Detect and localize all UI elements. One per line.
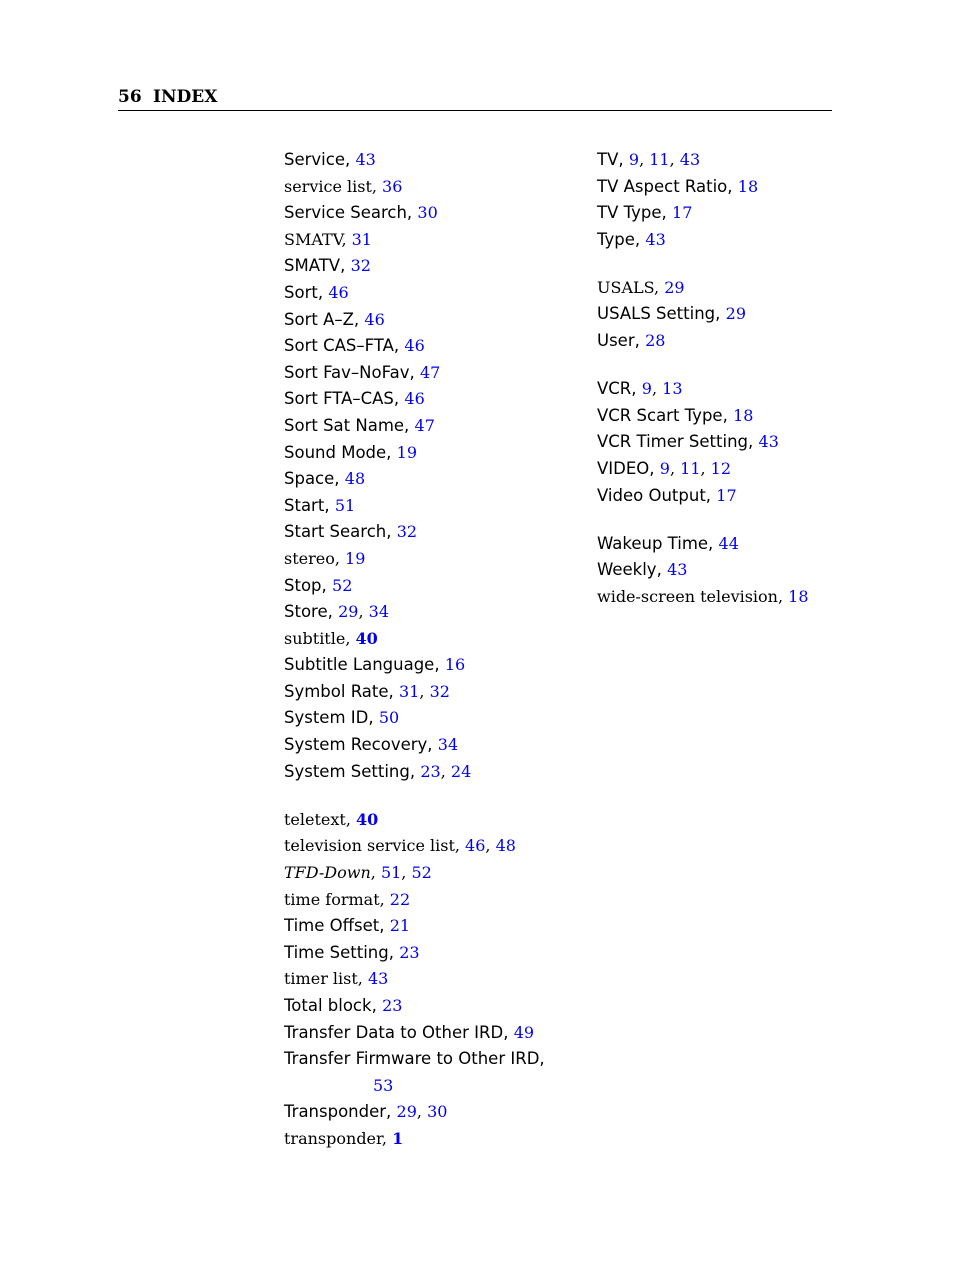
separator: , <box>358 602 369 622</box>
index-term: System ID <box>284 708 369 728</box>
page-link[interactable]: 46 <box>328 282 349 302</box>
index-term: Space <box>284 469 335 489</box>
page-link[interactable]: 46 <box>364 309 385 329</box>
separator: , <box>639 150 650 169</box>
page-link[interactable]: 29 <box>396 1102 417 1122</box>
index-term: Transponder <box>284 1102 387 1122</box>
index-entry <box>284 573 574 600</box>
index-term: Start <box>284 495 325 515</box>
index-term: Total block <box>284 995 372 1015</box>
index-entry <box>284 200 574 227</box>
separator: , <box>631 379 642 399</box>
index-term: Sort Sat Name <box>284 415 405 435</box>
page-link[interactable]: 51 <box>334 495 356 515</box>
index-term: Sort <box>284 282 318 302</box>
index-term: System Recovery <box>284 735 428 755</box>
index-term: Transfer Data to Other IRD <box>284 1022 504 1042</box>
separator: , <box>386 522 397 542</box>
separator: , <box>368 708 379 728</box>
page-link[interactable]: 12 <box>710 458 732 478</box>
separator: , <box>386 1102 397 1122</box>
index-entry <box>284 705 574 732</box>
index-term: Type <box>597 229 635 249</box>
separator: , <box>334 469 345 489</box>
index-term: TFD-Down <box>284 862 371 882</box>
index-term: VCR Scart Type <box>597 405 723 425</box>
index-term: VIDEO <box>597 458 650 478</box>
section-title: INDEX <box>153 87 218 107</box>
index-term: Symbol Rate <box>284 681 389 701</box>
separator: , <box>539 1049 545 1069</box>
page-link[interactable]: 19 <box>396 442 418 462</box>
index-term: service list <box>284 176 372 196</box>
index-entry <box>597 456 897 483</box>
index-entry <box>284 413 574 440</box>
index-entry <box>597 429 897 456</box>
index-entry-continuation <box>284 1073 574 1100</box>
index-entry <box>284 440 574 467</box>
separator: , <box>371 176 383 196</box>
index-term: transponder <box>284 1128 382 1148</box>
separator: , <box>722 405 734 425</box>
page-link[interactable]: 43 <box>355 150 376 169</box>
page-link[interactable]: 22 <box>389 889 411 909</box>
separator: , <box>409 362 420 382</box>
page-link[interactable]: 18 <box>737 176 759 196</box>
page-link[interactable]: 32 <box>350 256 371 276</box>
index-term: television service list <box>284 836 455 856</box>
page-link[interactable]: 43 <box>645 229 666 249</box>
page-link[interactable]: 11 <box>680 458 701 478</box>
separator: , <box>393 336 405 356</box>
page-link[interactable]: 29 <box>664 277 685 297</box>
index-entry <box>284 993 574 1020</box>
index-entry <box>597 147 897 174</box>
page-link[interactable]: 29 <box>338 602 359 622</box>
index-entry <box>284 833 574 860</box>
page-link[interactable]: 13 <box>662 379 683 399</box>
page-link[interactable]: 23 <box>399 942 420 962</box>
index-entry <box>284 333 574 360</box>
letter-group-gap <box>284 785 574 807</box>
index-term: Sort CAS–FTA <box>284 336 394 356</box>
index-term: Service Search <box>284 203 407 223</box>
separator: , <box>370 862 381 882</box>
index-term: VCR Timer Setting <box>597 432 749 452</box>
separator: , <box>340 256 351 276</box>
page-link[interactable]: 46 <box>404 336 425 356</box>
index-entry <box>284 253 574 280</box>
letter-group-gap <box>597 355 897 377</box>
separator: , <box>334 548 346 568</box>
letter-group-gap <box>597 253 897 275</box>
separator: , <box>345 628 356 648</box>
separator: , <box>649 458 660 478</box>
index-entry <box>597 227 897 254</box>
index-term: System Setting <box>284 761 410 781</box>
page-link[interactable]: 32 <box>429 681 450 701</box>
separator: , <box>357 969 368 989</box>
index-entry <box>284 1020 574 1047</box>
page-link[interactable]: 49 <box>513 1022 535 1042</box>
index-entry <box>597 328 897 355</box>
page-link[interactable]: 9 <box>659 458 670 478</box>
index-term: TV <box>597 150 619 169</box>
separator: , <box>416 1102 428 1122</box>
separator: , <box>705 485 717 505</box>
index-entry <box>284 307 574 334</box>
separator: , <box>393 389 405 409</box>
page-link[interactable]: 43 <box>667 560 688 580</box>
page-link[interactable]: 47 <box>414 415 435 435</box>
page-link[interactable]: 11 <box>649 150 670 169</box>
page-link[interactable]: 30 <box>427 1102 448 1122</box>
index-term: stereo <box>284 548 335 568</box>
separator: , <box>406 203 418 223</box>
page-link[interactable]: 16 <box>444 655 466 675</box>
index-entry <box>284 1046 574 1073</box>
separator: , <box>344 150 356 169</box>
index-term: Sort FTA–CAS <box>284 389 394 409</box>
index-entry <box>597 557 897 584</box>
index-term: Sort Fav–NoFav <box>284 362 410 382</box>
index-term: wide-screen television <box>597 586 778 606</box>
separator: , <box>388 681 400 701</box>
page-link[interactable]: 21 <box>389 916 411 936</box>
page-link[interactable]: 31 <box>351 229 372 249</box>
index-term: Time Offset <box>284 916 380 936</box>
page-link[interactable]: 40 <box>355 628 378 648</box>
index-entry <box>284 147 574 174</box>
index-term: Video Output <box>597 485 706 505</box>
page-header <box>118 86 832 111</box>
index-term: Transfer Firmware to Other IRD <box>284 1049 540 1069</box>
index-column-left <box>284 147 574 1152</box>
index-entry <box>597 275 897 302</box>
page-link[interactable]: 40 <box>356 809 379 829</box>
page-link[interactable]: 46 <box>404 389 425 409</box>
page-link[interactable]: 46 <box>465 836 486 856</box>
index-entry <box>284 966 574 993</box>
index-entry <box>284 652 574 679</box>
index-term: Time Setting <box>284 942 389 962</box>
separator: , <box>651 379 663 399</box>
page-link[interactable]: 53 <box>373 1075 394 1095</box>
page-link[interactable]: 48 <box>344 469 366 489</box>
separator: , <box>727 176 738 196</box>
index-entry <box>597 376 897 403</box>
index-term: TV Type <box>597 203 662 223</box>
separator: , <box>371 995 383 1015</box>
index-term: Wakeup Time <box>597 533 709 553</box>
separator: , <box>440 761 451 781</box>
separator: , <box>715 304 726 324</box>
index-entry <box>284 626 574 653</box>
separator: , <box>341 229 352 249</box>
index-entry <box>284 466 574 493</box>
separator: , <box>317 282 329 302</box>
index-entry <box>284 913 574 940</box>
page-link[interactable]: 31 <box>399 681 420 701</box>
index-entry <box>597 403 897 430</box>
index-term: Stop <box>284 575 322 595</box>
separator: , <box>656 560 668 580</box>
separator: , <box>381 1128 393 1148</box>
index-term: timer list <box>284 969 358 989</box>
separator: , <box>654 277 665 297</box>
separator: , <box>634 331 646 351</box>
index-entry <box>284 360 574 387</box>
page-link[interactable]: 48 <box>495 836 516 856</box>
page-link[interactable]: 43 <box>679 150 701 169</box>
page-link[interactable]: 30 <box>417 203 438 223</box>
separator: , <box>618 150 629 169</box>
page-link[interactable]: 23 <box>420 761 441 781</box>
index-entry <box>284 519 574 546</box>
index-term: Subtitle Language <box>284 655 435 675</box>
index-entry <box>597 301 897 328</box>
separator: , <box>345 809 357 829</box>
page-link[interactable]: 36 <box>382 176 403 196</box>
separator: , <box>708 533 719 553</box>
index-entry <box>597 531 897 558</box>
separator: , <box>485 836 496 856</box>
separator: , <box>409 761 421 781</box>
index-column-right <box>597 147 897 610</box>
separator: , <box>324 495 335 515</box>
page-link[interactable]: 19 <box>345 548 366 568</box>
separator: , <box>434 655 445 675</box>
index-entry <box>597 200 897 227</box>
separator: , <box>700 458 711 478</box>
index-entry <box>597 483 897 510</box>
page-link[interactable]: 34 <box>437 735 459 755</box>
index-entry <box>284 887 574 914</box>
page-number: 56 <box>118 87 142 107</box>
page-link[interactable]: 9 <box>628 150 640 169</box>
index-entry <box>284 940 574 967</box>
separator: , <box>353 309 365 329</box>
separator: , <box>748 432 759 452</box>
page-link[interactable]: 29 <box>725 304 746 324</box>
index-entry <box>597 174 897 201</box>
page-link[interactable]: 52 <box>332 575 353 595</box>
page-link[interactable]: 34 <box>368 602 390 622</box>
separator: , <box>503 1022 514 1042</box>
page-link[interactable]: 24 <box>450 761 472 781</box>
separator: , <box>669 458 681 478</box>
index-entry <box>284 759 574 786</box>
page-link[interactable]: 43 <box>367 969 389 989</box>
separator: , <box>777 586 789 606</box>
page-link[interactable]: 52 <box>411 862 432 882</box>
index-term: Sound Mode <box>284 442 387 462</box>
index-entry <box>284 860 574 887</box>
page-link[interactable]: 32 <box>396 522 418 542</box>
page-link[interactable]: 51 <box>380 862 402 882</box>
separator: , <box>661 203 673 223</box>
index-term: SMATV <box>284 256 341 276</box>
index-entry <box>284 174 574 201</box>
separator: , <box>404 415 415 435</box>
page-link[interactable]: 43 <box>758 432 779 452</box>
index-term: teletext <box>284 809 346 829</box>
separator: , <box>401 862 412 882</box>
separator: , <box>386 442 397 462</box>
index-term: Service <box>284 150 345 169</box>
index-term: Sort A–Z <box>284 309 354 329</box>
index-entry <box>284 546 574 573</box>
index-entry <box>284 227 574 254</box>
separator: , <box>388 942 400 962</box>
index-term: User <box>597 331 635 351</box>
separator: , <box>454 836 466 856</box>
index-entry <box>284 599 574 626</box>
page-link[interactable]: 18 <box>733 405 754 425</box>
page-link[interactable]: 28 <box>645 331 666 351</box>
index-entry <box>284 1099 574 1126</box>
index-entry <box>284 386 574 413</box>
page-link[interactable]: 23 <box>382 995 403 1015</box>
index-term: VCR <box>597 379 632 399</box>
page-link[interactable]: 9 <box>641 379 652 399</box>
index-entry <box>597 584 897 611</box>
index-term: SMATV <box>284 229 342 249</box>
index-entry <box>284 1126 574 1153</box>
page-link[interactable]: 17 <box>672 203 693 223</box>
index-entry <box>284 493 574 520</box>
index-term: USALS Setting <box>597 304 716 324</box>
index-entry <box>284 807 574 834</box>
separator: , <box>327 602 339 622</box>
index-term: USALS <box>597 277 655 297</box>
index-entry <box>284 679 574 706</box>
index-term: TV Aspect Ratio <box>597 176 728 196</box>
index-entry <box>284 732 574 759</box>
index-term: subtitle <box>284 628 346 648</box>
page-link[interactable]: 1 <box>392 1128 404 1148</box>
index-term: Store <box>284 602 328 622</box>
index-term: Start Search <box>284 522 387 542</box>
separator: , <box>634 229 646 249</box>
separator: , <box>379 916 390 936</box>
page-link[interactable]: 47 <box>419 362 441 382</box>
index-term: time format <box>284 889 380 909</box>
page-link[interactable]: 50 <box>378 708 400 728</box>
page-link[interactable]: 17 <box>716 485 737 505</box>
page-link[interactable]: 18 <box>788 586 809 606</box>
index-term: Weekly <box>597 560 657 580</box>
separator: , <box>427 735 438 755</box>
letter-group-gap <box>597 509 897 531</box>
index-entry <box>284 280 574 307</box>
separator: , <box>321 575 333 595</box>
page-link[interactable]: 44 <box>718 533 739 553</box>
separator: , <box>419 681 430 701</box>
separator: , <box>669 150 680 169</box>
separator: , <box>379 889 390 909</box>
